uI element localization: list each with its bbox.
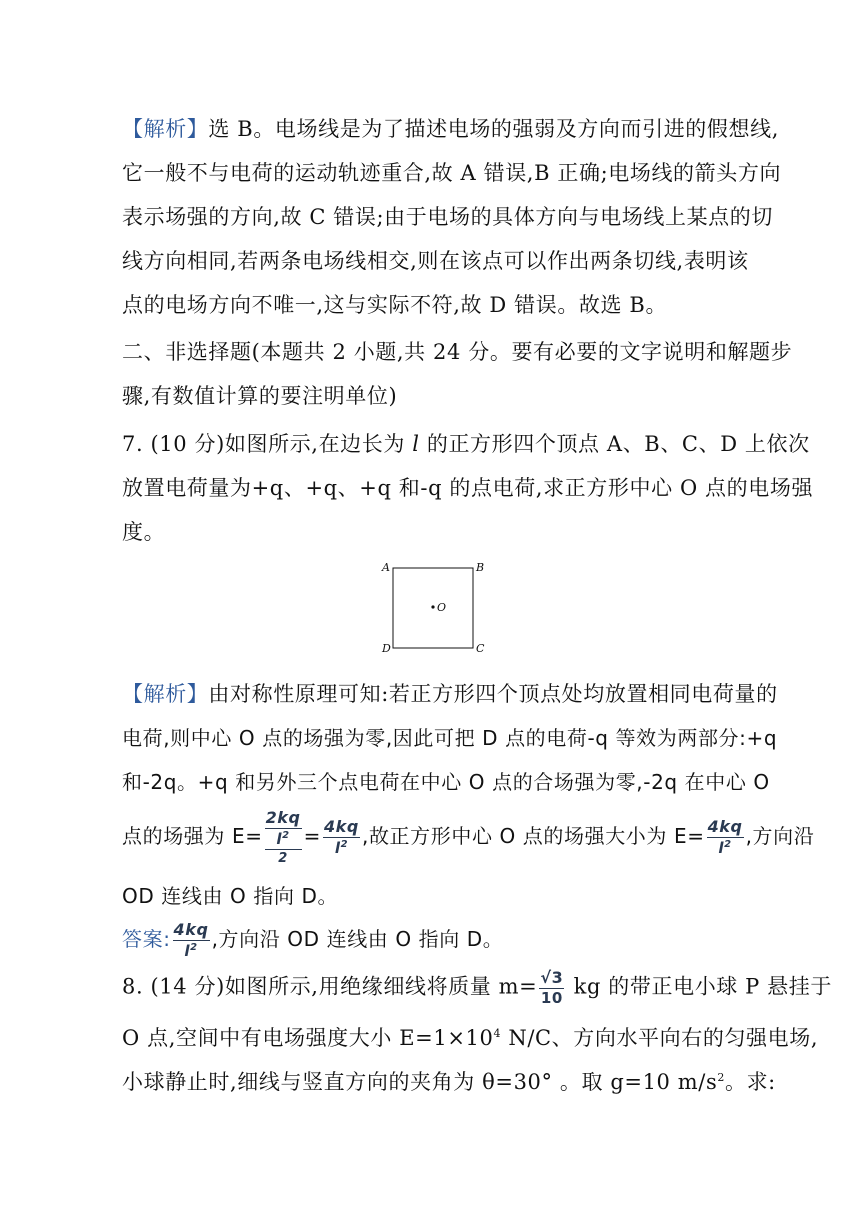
variable-l: l [412, 432, 420, 456]
q7-analysis-line-2: 电荷,则中心 O 点的场强为零,因此可把 D 点的电荷-q 等效为两部分:+q [122, 726, 778, 750]
den-var: l [184, 942, 191, 960]
fraction-sqrt3-over-10 [539, 970, 564, 1006]
den-divisor: 2 [278, 851, 288, 866]
q8-line-1 [122, 970, 832, 1006]
text: ,故正方形中心 O 点的场强大小为 E= [361, 824, 705, 848]
label-a: A [382, 561, 390, 574]
text: 的正方形四个顶点 A、B、C、D 上依次 [419, 432, 810, 456]
denominator [707, 838, 744, 856]
numerator: √3 [540, 968, 564, 987]
analysis-tag: 【解析】 [122, 117, 209, 141]
text: 8. (14 分)如图所示,用绝缘细线将质量 m= [122, 974, 538, 999]
q6-analysis-line-3: 表示场强的方向,故 C 错误;由于电场的具体方向与电场线上某点的切 [122, 205, 773, 229]
text: 选 B。电场线是为了描述电场的强弱及方向而引进的假想线, [208, 117, 779, 141]
q7-line-3: 度。 [122, 520, 166, 544]
center-point [431, 605, 434, 608]
section-heading-line-1: 二、非选择题(本题共 2 小题,共 24 分。要有必要的文字说明和解题步 [122, 340, 793, 364]
q8-line-3 [122, 1064, 776, 1096]
fraction-4kq-over-l2 [173, 922, 210, 959]
numerator: 2kq [265, 808, 301, 827]
q8-line-2 [122, 1020, 818, 1052]
denominator [173, 941, 210, 959]
exponent: 2 [717, 1071, 725, 1084]
analysis-tag: 【解析】 [122, 682, 209, 706]
text: 7. (10 分)如图所示,在边长为 [122, 432, 413, 456]
label-b: B [476, 561, 485, 574]
text: 。求: [724, 1070, 776, 1094]
den-exp: 2 [282, 830, 290, 841]
fraction-4kq-over-l2 [707, 819, 744, 856]
exponent: 4 [493, 1027, 502, 1040]
section-heading-line-2: 骤,有数值计算的要注明单位) [122, 384, 398, 408]
answer-tag: 答案: [122, 927, 171, 951]
denominator [265, 829, 302, 865]
q7-analysis-line-3: 和-2q。+q 和另外三个点电荷在中心 O 点的合场强为零,-2q 在中心 O [122, 770, 770, 794]
equals: = [303, 824, 321, 848]
den-exp: 2 [190, 942, 198, 953]
q7-line-1 [122, 430, 810, 458]
q7-analysis-line-4 [122, 810, 814, 865]
text: ,方向沿 OD 连线由 O 指向 D。 [211, 927, 504, 951]
numerator: 4kq [323, 817, 359, 836]
den-exp: 2 [340, 839, 349, 850]
q6-analysis-line-4: 线方向相同,若两条电场线相交,则在该点可以作出两条切线,表明该 [122, 249, 749, 273]
q7-analysis-line-1 [122, 680, 778, 708]
den-var: l [276, 830, 283, 848]
q7-line-2: 放置电荷量为+q、+q、+q 和-q 的点电荷,求正方形中心 O 点的电场强 [122, 476, 814, 500]
q6-analysis-line-2: 它一般不与电荷的运动轨迹重合,故 A 错误,B 正确;电场线的箭头方向 [122, 161, 782, 185]
q6-analysis-line-1 [122, 115, 779, 143]
den-var: l [334, 839, 341, 857]
label-c: C [476, 642, 485, 655]
den-exp: 2 [724, 839, 732, 850]
text: 小球静止时,细线与竖直方向的夹角为 θ=30° 。取 g=10 m/s [122, 1070, 718, 1094]
q7-answer-line [122, 922, 503, 959]
text: 点的场强为 E= [122, 824, 263, 848]
text: N/C、方向水平向右的匀强电场, [501, 1026, 819, 1050]
numerator: 4kq [173, 920, 209, 939]
numerator: 4kq [707, 817, 743, 836]
q7-analysis-line-5: OD 连线由 O 指向 D。 [122, 884, 339, 908]
fraction-2kq-over-l2-half [265, 810, 302, 865]
label-d: D [382, 642, 391, 655]
fraction-4kq-over-l2 [323, 819, 360, 856]
denominator: 10 [540, 989, 563, 1007]
label-o: O [437, 601, 447, 614]
denominator [323, 838, 360, 856]
text: O 点,空间中有电场强度大小 E=1×10 [122, 1026, 494, 1050]
text: ,方向沿 [745, 824, 815, 848]
text: kg 的带正电小球 P 悬挂于 [566, 974, 832, 999]
den-var: l [718, 839, 725, 857]
text: 由对称性原理可知:若正方形四个顶点处均放置相同电荷量的 [208, 682, 778, 706]
q6-analysis-line-5: 点的电场方向不唯一,这与实际不符,故 D 错误。故选 B。 [122, 293, 668, 317]
square-figure [380, 560, 490, 658]
